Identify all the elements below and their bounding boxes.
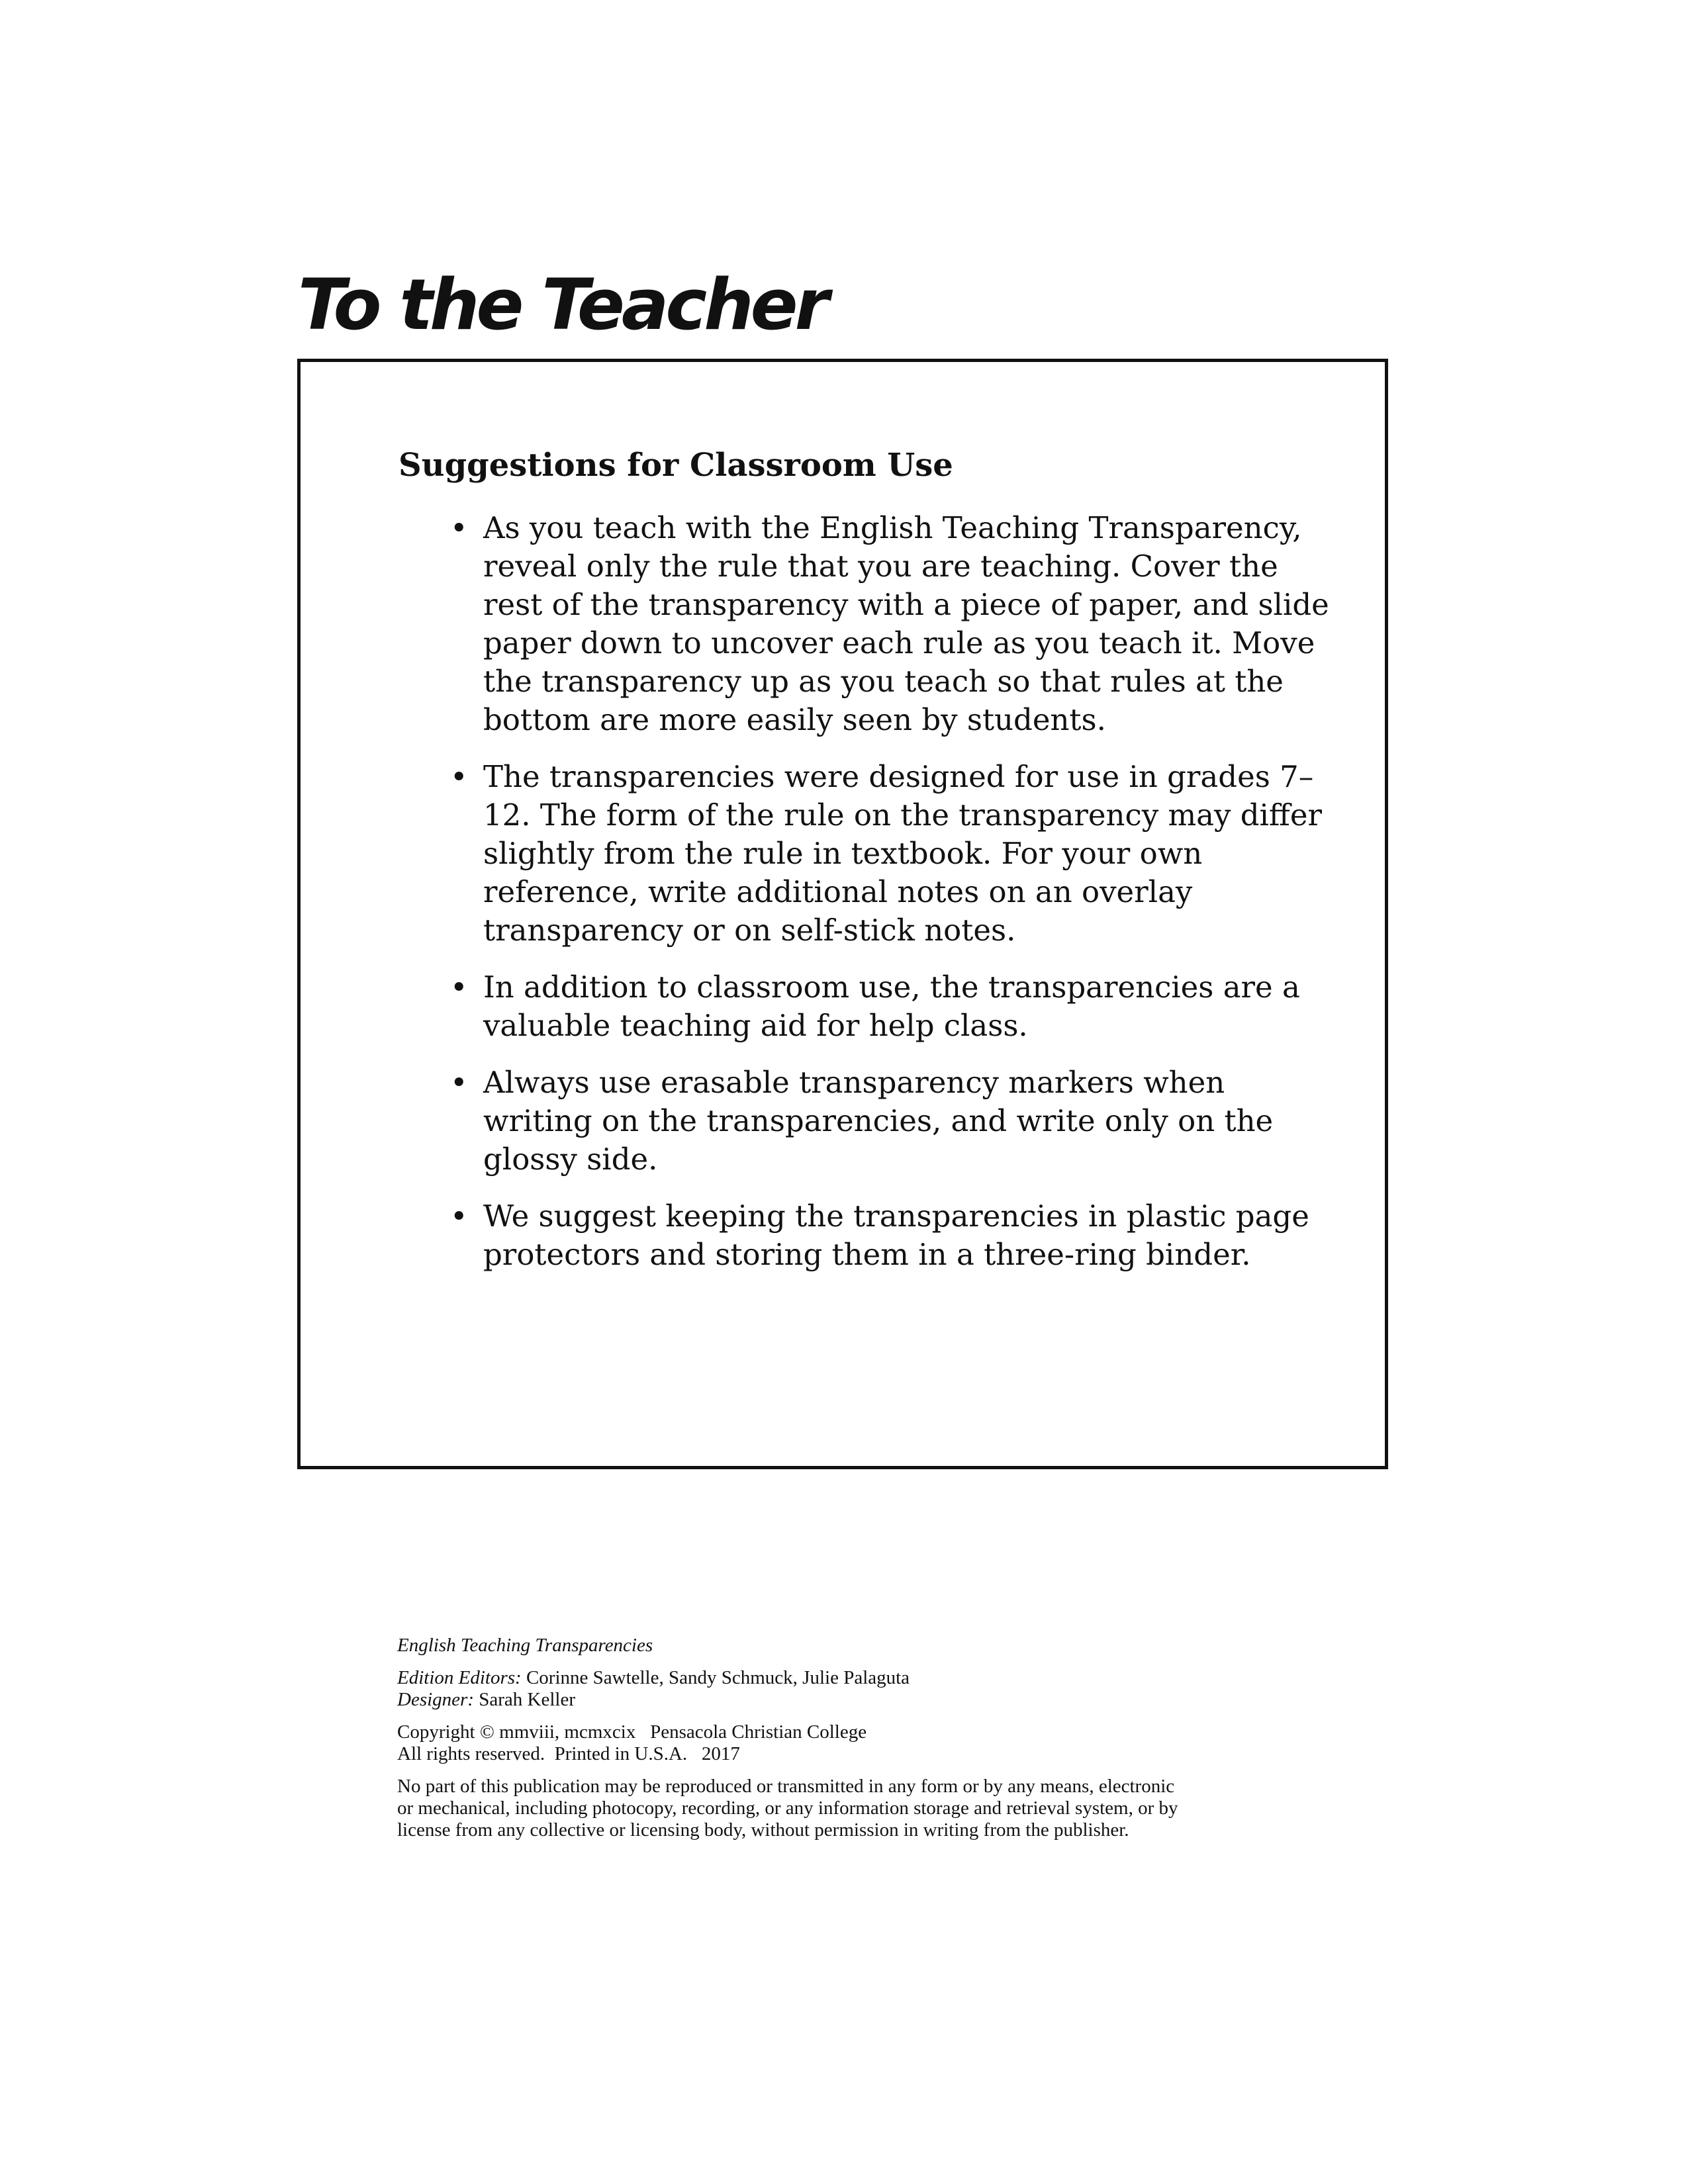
colophon: [397, 1635, 1192, 1841]
list-item-text: Always use erasable transparency markers when writing on the transparencies, and write only on the glossy side.: [483, 1065, 1274, 1177]
designer-label: Designer:: [397, 1689, 474, 1710]
bullet-icon: •: [450, 1065, 468, 1100]
list-item: [450, 1064, 1337, 1179]
bullet-icon: •: [450, 510, 468, 545]
list-item: [450, 1197, 1337, 1274]
suggestions-box: [297, 359, 1388, 1469]
list-item-text: In addition to classroom use, the transparencies are a valuable teaching aid for help class.: [483, 970, 1300, 1043]
legal-notice: No part of this publication may be reproduced or transmitted in any form or by any means, electronic or mechanical, including photocopy, recording, or any information storage and retrieval system, or by license from any collective or licensing body, without permission in writing from the publisher.: [397, 1776, 1178, 1841]
list-item: [450, 509, 1337, 739]
list-item-text: The transparencies were designed for use in grades 7–12. The form of the rule on the transparency may differ slightly from the rule in textbook. For your own reference, write additional notes on an overlay transparency or on self-stick notes.: [483, 759, 1323, 948]
page-title: To the Teacher: [298, 264, 826, 345]
section-heading: Suggestions for Classroom Use: [399, 447, 953, 484]
editors-line: [397, 1667, 1192, 1689]
bullet-icon: •: [450, 1199, 468, 1234]
list-item: [450, 968, 1337, 1045]
list-item: [450, 758, 1337, 950]
bullet-icon: •: [450, 759, 468, 794]
editors-label: Edition Editors:: [397, 1667, 522, 1688]
list-item-text: As you teach with the English Teaching Transparency, reveal only the rule that you are teaching. Cover the rest of the transparency with a piece of paper, and slide paper down to uncover each rule as you teach it. Move the transparency up as you teach so that rules at the bottom are more easily seen by students.: [483, 510, 1329, 737]
designer-line: [397, 1689, 1192, 1711]
designer-name: Sarah Keller: [479, 1689, 575, 1710]
list-item-text: We suggest keeping the transparencies in plastic page protectors and storing them in a three-ring binder.: [483, 1199, 1309, 1272]
copyright-line: Copyright © mmviii, mcmxcix Pensacola Christian College: [397, 1721, 867, 1743]
suggestion-list: [450, 509, 1337, 1293]
bullet-icon: •: [450, 970, 468, 1005]
book-title: English Teaching Transparencies: [397, 1635, 653, 1656]
rights-line: All rights reserved. Printed in U.S.A. 2017: [397, 1743, 740, 1764]
editors-names: Corinne Sawtelle, Sandy Schmuck, Julie Palaguta: [526, 1667, 910, 1688]
